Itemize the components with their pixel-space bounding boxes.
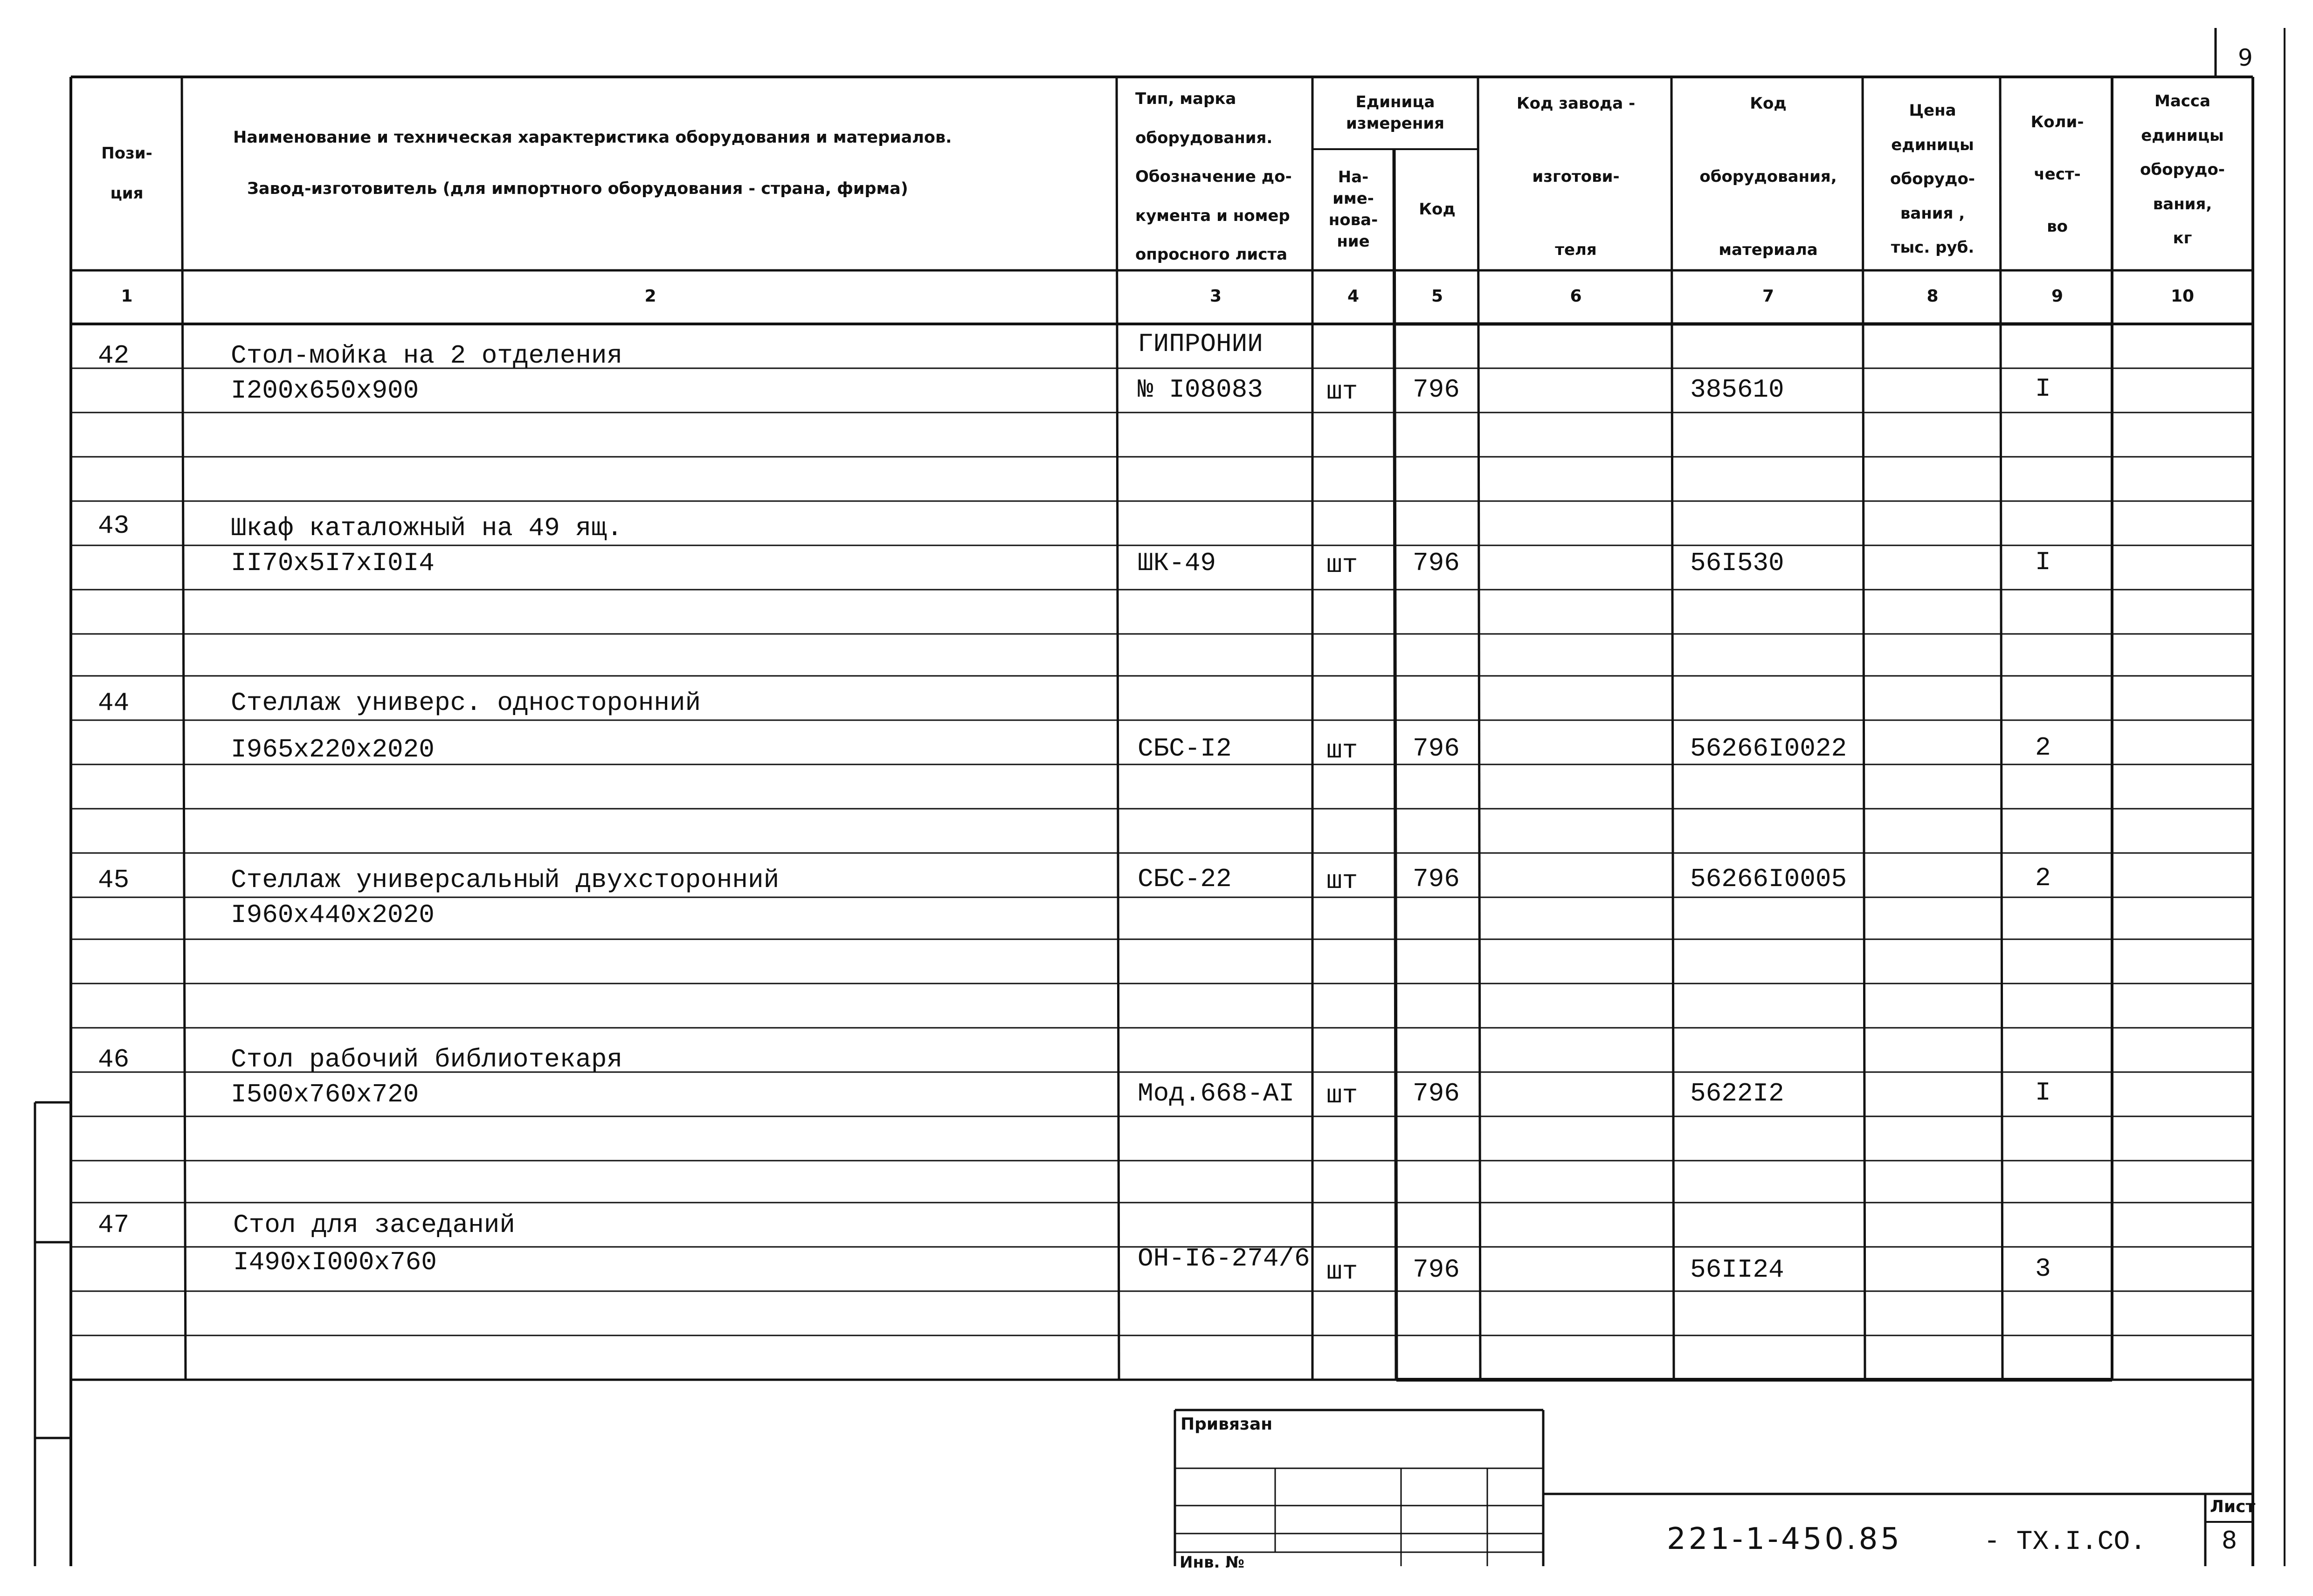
row-47-type: ОН-I6-274/6 [1138, 1244, 1310, 1273]
header-plant-code-line1: Код завода - [1516, 94, 1636, 113]
row-44-quantity: 2 [2035, 733, 2051, 763]
row-42-type-org: ГИПРОНИИ [1138, 329, 1263, 359]
header-price [1865, 100, 2000, 259]
row-43-quantity: I [2035, 547, 2051, 577]
column-number-1: 1 [121, 287, 133, 306]
row-42-name: Стол-мойка на 2 отделения [231, 341, 623, 371]
header-mass-line1: Масса [2154, 92, 2211, 110]
row-42-type-doc: № I08083 [1138, 375, 1263, 405]
column-number-4: 4 [1347, 287, 1360, 306]
row-44-equipment-code: 56266I0022 [1690, 734, 1847, 764]
header-price-line4: вания , [1900, 204, 1965, 223]
row-42-equipment-code: 385610 [1690, 375, 1784, 405]
row-46-unit: шт [1326, 1080, 1358, 1110]
stamp-privyazan-label: Привязан [1181, 1415, 1273, 1434]
row-47-quantity: 3 [2035, 1254, 2051, 1284]
row-46-position: 46 [98, 1045, 130, 1074]
header-equipment-code-line1: Код [1750, 94, 1787, 113]
header-mass-line2: единицы [2141, 126, 2224, 145]
row-46-unit-code: 796 [1413, 1079, 1460, 1108]
header-quantity-line3: во [2047, 217, 2068, 236]
row-46-quantity: I [2035, 1078, 2051, 1108]
header-price-line5: тыс. руб. [1891, 238, 1975, 257]
row-45-position: 45 [98, 865, 130, 895]
row-42-position: 42 [98, 341, 130, 371]
header-type-line5: опросного листа [1135, 245, 1288, 264]
row-43-type: ШК-49 [1138, 548, 1216, 578]
row-42-dimensions: I200x650x900 [231, 376, 419, 406]
row-45-type: СБС-22 [1138, 864, 1232, 894]
header-type [1119, 89, 1312, 266]
row-47-unit-code: 796 [1413, 1255, 1460, 1285]
row-44-name: Стеллаж универс. односторонний [231, 688, 701, 718]
row-47-position: 47 [98, 1210, 130, 1240]
stamp-document-suffix: - TX.I.CO. [1984, 1527, 2147, 1557]
row-45-unit: шт [1326, 866, 1358, 896]
column-number-8: 8 [1926, 287, 1939, 306]
row-43-dimensions: II70x5I7xI0I4 [231, 548, 435, 578]
header-unit-name [1312, 151, 1394, 268]
row-43-unit: шт [1326, 550, 1358, 580]
header-price-line2: единицы [1891, 135, 1974, 154]
row-46-dimensions: I500x760x720 [231, 1080, 419, 1109]
header-plant-code-line3: теля [1555, 241, 1597, 260]
column-number-6: 6 [1570, 287, 1582, 306]
header-quantity-line2: чест- [2034, 165, 2081, 184]
header-mass-line4: вания, [2153, 194, 2212, 213]
header-type-line4: кумента и номер [1135, 206, 1290, 225]
row-47-unit: шт [1326, 1257, 1358, 1286]
header-position [71, 77, 183, 270]
header-unit-line2: измерения [1346, 114, 1444, 133]
row-45-name: Стеллаж универсальный двухсторонний [231, 865, 780, 895]
header-unit [1312, 79, 1478, 147]
header-unit-name-line3: нова- [1328, 211, 1378, 229]
row-43-position: 43 [98, 511, 130, 541]
header-unit-name-line4: ние [1337, 232, 1370, 251]
header-quantity [2002, 112, 2112, 238]
row-43-unit-code: 796 [1413, 548, 1460, 578]
header-position-line2: ция [110, 184, 144, 203]
column-number-9: 9 [2051, 287, 2064, 306]
stamp-sheet-label: Лист [2210, 1497, 2256, 1516]
header-price-line3: оборудо- [1890, 170, 1975, 189]
row-47-equipment-code: 56II24 [1690, 1255, 1784, 1285]
header-equipment-code-line3: материала [1719, 241, 1818, 260]
row-43-equipment-code: 56I530 [1690, 548, 1784, 578]
header-unit-name-line1: На- [1338, 168, 1369, 187]
row-45-equipment-code: 56266I0005 [1690, 864, 1847, 894]
header-type-line3: Обозначение до- [1135, 167, 1292, 186]
row-44-position: 44 [98, 688, 130, 718]
row-46-name: Стол рабочий библиотекаря [231, 1045, 623, 1074]
row-43-name: Шкаф каталожный на 49 ящ. [231, 513, 623, 543]
header-unit-line1: Единица [1355, 92, 1435, 111]
row-46-type: Мод.668-AI [1138, 1079, 1295, 1108]
header-unit-code: Код [1419, 200, 1456, 219]
row-42-unit: шт [1326, 377, 1358, 406]
header-position-line1: Пози- [101, 144, 152, 163]
header-type-line1: Тип, марка [1135, 89, 1236, 108]
header-name-line2: Завод-изготовитель (для импортного оборудования - страна, фирма) [247, 179, 908, 198]
row-45-dimensions: I960x440x2020 [231, 900, 435, 930]
header-plant-code-line2: изготови- [1532, 167, 1620, 186]
row-47-name: Стол для заседаний [233, 1210, 515, 1240]
row-44-unit-code: 796 [1413, 734, 1460, 764]
header-mass [2112, 91, 2253, 249]
row-42-unit-code: 796 [1413, 375, 1460, 405]
page-corner-number: 9 [2238, 44, 2253, 71]
row-44-type: СБС-I2 [1138, 734, 1232, 764]
header-equipment-code-line2: оборудования, [1699, 167, 1837, 186]
header-mass-line3: оборудо- [2140, 160, 2225, 179]
header-name-line1: Наименование и техническая характеристика оборудования и материалов. [233, 128, 952, 147]
column-number-7: 7 [1762, 287, 1774, 306]
header-quantity-line1: Коли- [2030, 113, 2084, 131]
row-45-unit-code: 796 [1413, 864, 1460, 894]
column-number-5: 5 [1431, 287, 1443, 306]
header-plant-code [1480, 93, 1671, 261]
column-number-3: 3 [1209, 287, 1222, 306]
row-47-dimensions: I490xI000x760 [233, 1247, 437, 1277]
row-45-quantity: 2 [2035, 863, 2051, 893]
row-44-dimensions: I965x220x2020 [231, 735, 435, 764]
stamp-sheet-number: 8 [2222, 1527, 2237, 1555]
row-44-unit: шт [1326, 736, 1358, 765]
header-type-line2: оборудования. [1135, 128, 1273, 147]
column-number-10: 10 [2170, 287, 2195, 306]
column-number-2: 2 [644, 287, 656, 306]
stamp-inventory-label: Инв. № [1180, 1553, 1245, 1572]
header-unit-name-line2: име- [1333, 189, 1374, 208]
header-equipment-code [1674, 93, 1863, 261]
header-price-line1: Цена [1909, 101, 1956, 120]
row-46-equipment-code: 5622I2 [1690, 1079, 1784, 1108]
stamp-document-code: 221-1-450.85 [1667, 1522, 1902, 1556]
row-42-quantity: I [2035, 374, 2051, 404]
header-mass-line5: кг [2173, 229, 2192, 248]
